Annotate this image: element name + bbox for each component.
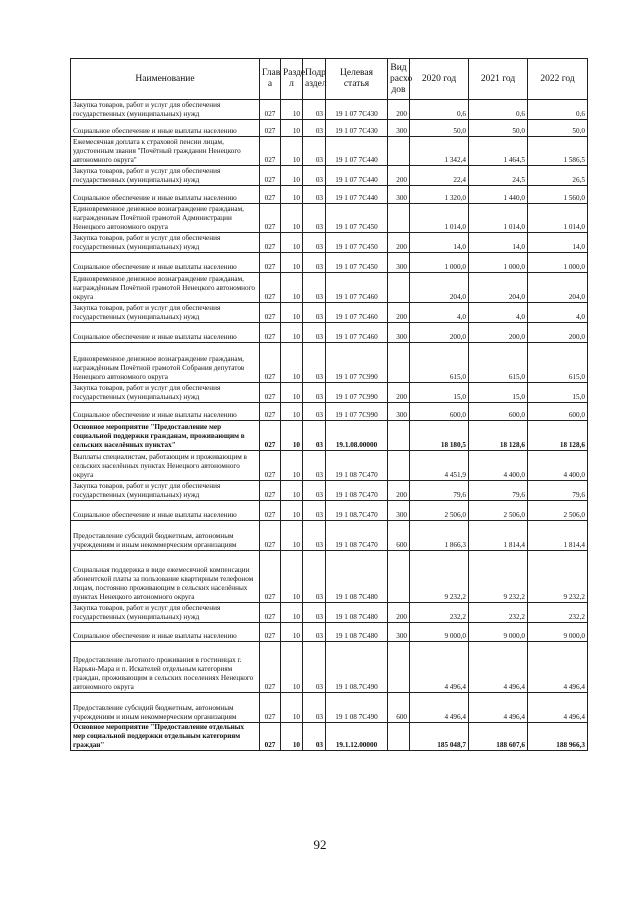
cell-razdel: 10 (281, 551, 303, 603)
cell-glava: 027 (260, 451, 281, 481)
cell-expense-type (388, 451, 410, 481)
cell-razdel: 10 (281, 137, 303, 166)
cell-expense-type: 200 (388, 303, 410, 323)
cell-expense-type: 200 (388, 383, 410, 403)
cell-name: Предоставление субсидий бюджетным, автономным учреждениям и иным некоммерческим организациям (71, 521, 260, 551)
cell-podrazdel: 03 (303, 166, 326, 186)
cell-razdel: 10 (281, 421, 303, 451)
cell-target-article: 19 1 08 7С490 (326, 693, 388, 723)
cell-2021: 600,0 (469, 403, 528, 421)
cell-expense-type (388, 273, 410, 303)
cell-glava: 027 (260, 521, 281, 551)
cell-2020: 4 496,4 (410, 642, 469, 693)
cell-podrazdel: 03 (303, 723, 326, 751)
cell-2020: 204,0 (410, 273, 469, 303)
cell-2020: 18 180,5 (410, 421, 469, 451)
cell-2022: 50,0 (528, 120, 588, 137)
table-row (71, 100, 588, 120)
cell-2021: 4 496,4 (469, 642, 528, 693)
cell-2021: 1 014,0 (469, 204, 528, 233)
cell-podrazdel: 03 (303, 273, 326, 303)
cell-expense-type: 300 (388, 120, 410, 137)
table-row (71, 273, 588, 303)
cell-glava: 027 (260, 273, 281, 303)
cell-razdel: 10 (281, 693, 303, 723)
cell-razdel: 10 (281, 481, 303, 501)
cell-razdel: 10 (281, 273, 303, 303)
cell-glava: 027 (260, 204, 281, 233)
table-row (71, 137, 588, 166)
col-header-podrazdel: Подр аздел (303, 59, 326, 100)
cell-glava: 027 (260, 603, 281, 623)
cell-2021: 79,6 (469, 481, 528, 501)
cell-expense-type: 600 (388, 521, 410, 551)
cell-expense-type: 200 (388, 603, 410, 623)
cell-name: Предоставление льготного проживания в гостиницах г. Нарьян-Мара и п. Искателей отдельным категориям граждан, проживающим в сельских поселениях Ненецкого автономного округа (71, 642, 260, 693)
cell-target-article: 19 1 08 7С470 (326, 481, 388, 501)
cell-name: Социальное обеспечение и иные выплаты населению (71, 623, 260, 642)
cell-2020: 1 000,0 (410, 253, 469, 273)
cell-2021: 1 464,5 (469, 137, 528, 166)
cell-2020: 2 506,0 (410, 501, 469, 521)
cell-glava: 027 (260, 383, 281, 403)
col-header-2022: 2022 год (528, 59, 588, 100)
cell-2020: 600,0 (410, 403, 469, 421)
cell-target-article: 19 1 08 7С470 (326, 451, 388, 481)
cell-razdel: 10 (281, 186, 303, 204)
cell-name: Ежемесячная доплата к страховой пенсии лицам, удостоенным звания "Почётный гражданин Ненецкого автономного округа" (71, 137, 260, 166)
cell-razdel: 10 (281, 603, 303, 623)
cell-razdel: 10 (281, 303, 303, 323)
cell-target-article: 19.1.08.00000 (326, 421, 388, 451)
cell-glava: 027 (260, 421, 281, 451)
col-header-expense-type: Вид расхо дов (388, 59, 410, 100)
table-row (71, 343, 588, 383)
cell-podrazdel: 03 (303, 100, 326, 120)
table-row (71, 253, 588, 273)
cell-glava: 027 (260, 303, 281, 323)
cell-2022: 79,6 (528, 481, 588, 501)
cell-glava: 027 (260, 343, 281, 383)
cell-expense-type: 200 (388, 100, 410, 120)
cell-glava: 027 (260, 501, 281, 521)
cell-target-article: 19 1 07 7С440 (326, 166, 388, 186)
table-row (71, 204, 588, 233)
cell-2020: 1 866,3 (410, 521, 469, 551)
cell-podrazdel: 03 (303, 343, 326, 383)
cell-target-article: 19 1 08 7С480 (326, 603, 388, 623)
cell-name: Предоставление субсидий бюджетным, автономным учреждениям и иным некоммерческим организациям (71, 693, 260, 723)
cell-2020: 79,6 (410, 481, 469, 501)
cell-podrazdel: 03 (303, 693, 326, 723)
cell-podrazdel: 03 (303, 521, 326, 551)
cell-2022: 26,5 (528, 166, 588, 186)
cell-target-article: 19 1 07 7С990 (326, 403, 388, 421)
cell-glava: 027 (260, 723, 281, 751)
cell-target-article: 19 1 08.7С490 (326, 642, 388, 693)
cell-2021: 204,0 (469, 273, 528, 303)
cell-expense-type: 300 (388, 501, 410, 521)
cell-name: Социальное обеспечение и иные выплаты населению (71, 253, 260, 273)
cell-target-article: 19 1 07 7С460 (326, 303, 388, 323)
cell-podrazdel: 03 (303, 383, 326, 403)
cell-glava: 027 (260, 551, 281, 603)
cell-2020: 4 496,4 (410, 693, 469, 723)
cell-name: Социальное обеспечение и иные выплаты населению (71, 403, 260, 421)
cell-glava: 027 (260, 120, 281, 137)
cell-glava: 027 (260, 166, 281, 186)
cell-name: Закупка товаров, работ и услуг для обеспечения государственных (муниципальных) нужд (71, 481, 260, 501)
cell-2022: 4 400,0 (528, 451, 588, 481)
cell-2020: 615,0 (410, 343, 469, 383)
cell-razdel: 10 (281, 323, 303, 343)
cell-podrazdel: 03 (303, 323, 326, 343)
cell-2022: 0,6 (528, 100, 588, 120)
cell-2020: 22,4 (410, 166, 469, 186)
cell-expense-type (388, 723, 410, 751)
cell-razdel: 10 (281, 501, 303, 521)
col-header-target-article: Целевая статья (326, 59, 388, 100)
cell-2021: 2 506,0 (469, 501, 528, 521)
cell-expense-type: 200 (388, 481, 410, 501)
page-number: 92 (313, 837, 327, 852)
cell-2022: 204,0 (528, 273, 588, 303)
cell-2022: 600,0 (528, 403, 588, 421)
cell-2022: 9 232,2 (528, 551, 588, 603)
cell-podrazdel: 03 (303, 642, 326, 693)
cell-razdel: 10 (281, 166, 303, 186)
cell-target-article: 19 1 07 7С460 (326, 323, 388, 343)
cell-name: Социальное обеспечение и иные выплаты населению (71, 323, 260, 343)
cell-glava: 027 (260, 323, 281, 343)
cell-podrazdel: 03 (303, 204, 326, 233)
cell-target-article: 19 1 08 7С480 (326, 623, 388, 642)
cell-name: Социальное обеспечение и иные выплаты населению (71, 501, 260, 521)
table-row (71, 551, 588, 603)
cell-2022: 200,0 (528, 323, 588, 343)
cell-razdel: 10 (281, 343, 303, 383)
table-row (71, 421, 588, 451)
cell-glava: 027 (260, 100, 281, 120)
cell-name: Основное мероприятие "Предоставление мер социальной поддержки гражданам, проживающим в сельских населённых пунктах" (71, 421, 260, 451)
cell-expense-type: 300 (388, 186, 410, 204)
table-row (71, 403, 588, 421)
cell-2021: 1 814,4 (469, 521, 528, 551)
cell-name: Единовременное денежное вознаграждение гражданам, награжденным Почётной грамотой Администрации Ненецкого автономного округа (71, 204, 260, 233)
budget-table (70, 58, 588, 751)
cell-2021: 200,0 (469, 323, 528, 343)
table-row (71, 603, 588, 623)
cell-2022: 2 506,0 (528, 501, 588, 521)
col-header-glava: Глав а (260, 59, 281, 100)
cell-name: Единовременное денежное вознаграждение гражданам, награждённым Почётной грамотой Собрания депутатов Ненецкого автономного округа (71, 343, 260, 383)
cell-name: Единовременное денежное вознаграждение гражданам, награждённым Почётной грамотой Ненецкого автономного округа (71, 273, 260, 303)
table-row (71, 693, 588, 723)
cell-2022: 4 496,4 (528, 693, 588, 723)
cell-2020: 9 000,0 (410, 623, 469, 642)
col-header-2020: 2020 год (410, 59, 469, 100)
cell-2021: 9 232,2 (469, 551, 528, 603)
cell-razdel: 10 (281, 204, 303, 233)
cell-name: Социальное обеспечение и иные выплаты населению (71, 120, 260, 137)
cell-2022: 4,0 (528, 303, 588, 323)
cell-target-article: 19 1 07 7С990 (326, 383, 388, 403)
cell-2022: 1 000,0 (528, 253, 588, 273)
cell-podrazdel: 03 (303, 481, 326, 501)
cell-name: Закупка товаров, работ и услуг для обеспечения государственных (муниципальных) нужд (71, 383, 260, 403)
cell-glava: 027 (260, 253, 281, 273)
cell-2021: 18 128,6 (469, 421, 528, 451)
cell-expense-type: 600 (388, 693, 410, 723)
cell-target-article: 19 1 08 7С480 (326, 551, 388, 603)
cell-2021: 50,0 (469, 120, 528, 137)
cell-expense-type (388, 137, 410, 166)
cell-expense-type: 300 (388, 403, 410, 421)
cell-podrazdel: 03 (303, 603, 326, 623)
cell-2020: 4 451,9 (410, 451, 469, 481)
cell-glava: 027 (260, 186, 281, 204)
cell-2020: 200,0 (410, 323, 469, 343)
cell-expense-type (388, 204, 410, 233)
cell-razdel: 10 (281, 100, 303, 120)
cell-2020: 0,6 (410, 100, 469, 120)
cell-podrazdel: 03 (303, 501, 326, 521)
cell-razdel: 10 (281, 521, 303, 551)
table-row (71, 166, 588, 186)
cell-2022: 1 586,5 (528, 137, 588, 166)
cell-podrazdel: 03 (303, 623, 326, 642)
cell-expense-type: 300 (388, 623, 410, 642)
cell-2021: 9 000,0 (469, 623, 528, 642)
table-row (71, 642, 588, 693)
cell-2022: 1 560,0 (528, 186, 588, 204)
cell-expense-type: 300 (388, 323, 410, 343)
cell-target-article: 19 1 07 7С440 (326, 186, 388, 204)
table-row (71, 451, 588, 481)
cell-razdel: 10 (281, 403, 303, 421)
table-row (71, 501, 588, 521)
cell-target-article: 19 1 07 7С460 (326, 273, 388, 303)
table-row (71, 323, 588, 343)
cell-podrazdel: 03 (303, 551, 326, 603)
cell-expense-type: 300 (388, 253, 410, 273)
cell-target-article: 19 1 07 7С450 (326, 204, 388, 233)
table-row (71, 623, 588, 642)
cell-podrazdel: 03 (303, 137, 326, 166)
cell-podrazdel: 03 (303, 233, 326, 253)
cell-name: Выплаты специалистам, работающим и проживающим в сельских населённых пунктах Ненецкого автономного округа (71, 451, 260, 481)
cell-2021: 615,0 (469, 343, 528, 383)
cell-podrazdel: 03 (303, 120, 326, 137)
cell-2020: 50,0 (410, 120, 469, 137)
cell-2022: 615,0 (528, 343, 588, 383)
cell-2020: 14,0 (410, 233, 469, 253)
table-row (71, 120, 588, 137)
cell-razdel: 10 (281, 383, 303, 403)
cell-glava: 027 (260, 623, 281, 642)
cell-2021: 4 400,0 (469, 451, 528, 481)
cell-2021: 188 607,6 (469, 723, 528, 751)
cell-name: Закупка товаров, работ и услуг для обеспечения государственных (муниципальных) нужд (71, 603, 260, 623)
cell-name: Закупка товаров, работ и услуг для обеспечения государственных (муниципальных) нужд (71, 303, 260, 323)
table-row (71, 383, 588, 403)
cell-2021: 15,0 (469, 383, 528, 403)
cell-glava: 027 (260, 642, 281, 693)
table-row (71, 233, 588, 253)
cell-glava: 027 (260, 481, 281, 501)
cell-2022: 15,0 (528, 383, 588, 403)
table-row (71, 303, 588, 323)
cell-target-article: 19 1 08.7С470 (326, 501, 388, 521)
cell-2021: 4 496,4 (469, 693, 528, 723)
table-row (71, 521, 588, 551)
cell-razdel: 10 (281, 723, 303, 751)
cell-name: Закупка товаров, работ и услуг для обеспечения государственных (муниципальных) нужд (71, 100, 260, 120)
cell-podrazdel: 03 (303, 186, 326, 204)
cell-expense-type: 200 (388, 233, 410, 253)
cell-glava: 027 (260, 403, 281, 421)
col-header-2021: 2021 год (469, 59, 528, 100)
cell-expense-type (388, 551, 410, 603)
cell-target-article: 19 1 07 7С450 (326, 233, 388, 253)
cell-target-article: 19.1.12.00000 (326, 723, 388, 751)
cell-podrazdel: 03 (303, 421, 326, 451)
col-header-name: Наименование (71, 59, 260, 100)
cell-expense-type (388, 642, 410, 693)
cell-2022: 1 014,0 (528, 204, 588, 233)
cell-razdel: 10 (281, 642, 303, 693)
table-header-row (71, 59, 588, 100)
cell-expense-type (388, 421, 410, 451)
cell-2021: 0,6 (469, 100, 528, 120)
cell-2020: 4,0 (410, 303, 469, 323)
cell-target-article: 19 1 07 7С440 (326, 137, 388, 166)
cell-razdel: 10 (281, 120, 303, 137)
cell-name: Социальная поддержка в виде ежемесячной компенсации абонентской платы за пользование квартирным телефоном лицам, постоянно проживающим в сельских населённых пунктах Ненецкого автономного округа (71, 551, 260, 603)
col-header-razdel: Разде л (281, 59, 303, 100)
cell-2021: 232,2 (469, 603, 528, 623)
cell-2020: 185 048,7 (410, 723, 469, 751)
cell-podrazdel: 03 (303, 403, 326, 421)
cell-2022: 4 496,4 (528, 642, 588, 693)
cell-2022: 14,0 (528, 233, 588, 253)
cell-2022: 232,2 (528, 603, 588, 623)
cell-2021: 14,0 (469, 233, 528, 253)
cell-target-article: 19 1 07 7С450 (326, 253, 388, 273)
cell-target-article: 19 1 07 7С990 (326, 343, 388, 383)
cell-razdel: 10 (281, 623, 303, 642)
cell-2021: 1 440,0 (469, 186, 528, 204)
cell-podrazdel: 03 (303, 253, 326, 273)
table-row (71, 186, 588, 204)
cell-target-article: 19 1 08 7С470 (326, 521, 388, 551)
cell-2020: 15,0 (410, 383, 469, 403)
cell-name: Закупка товаров, работ и услуг для обеспечения государственных (муниципальных) нужд (71, 233, 260, 253)
cell-2022: 1 814,4 (528, 521, 588, 551)
cell-2022: 18 128,6 (528, 421, 588, 451)
cell-razdel: 10 (281, 233, 303, 253)
cell-razdel: 10 (281, 253, 303, 273)
cell-2022: 188 966,3 (528, 723, 588, 751)
cell-2020: 232,2 (410, 603, 469, 623)
cell-2021: 1 000,0 (469, 253, 528, 273)
cell-name: Социальное обеспечение и иные выплаты населению (71, 186, 260, 204)
cell-2020: 1 320,0 (410, 186, 469, 204)
cell-2021: 4,0 (469, 303, 528, 323)
cell-name: Закупка товаров, работ и услуг для обеспечения государственных (муниципальных) нужд (71, 166, 260, 186)
cell-glava: 027 (260, 137, 281, 166)
cell-podrazdel: 03 (303, 303, 326, 323)
cell-2020: 9 232,2 (410, 551, 469, 603)
cell-2020: 1 014,0 (410, 204, 469, 233)
cell-target-article: 19 1 07 7С430 (326, 100, 388, 120)
cell-2022: 9 000,0 (528, 623, 588, 642)
cell-glava: 027 (260, 693, 281, 723)
cell-expense-type (388, 343, 410, 383)
cell-2021: 24,5 (469, 166, 528, 186)
table-row (71, 723, 588, 751)
cell-expense-type: 200 (388, 166, 410, 186)
cell-2020: 1 342,4 (410, 137, 469, 166)
cell-podrazdel: 03 (303, 451, 326, 481)
table-row (71, 481, 588, 501)
cell-razdel: 10 (281, 451, 303, 481)
cell-target-article: 19 1 07 7С430 (326, 120, 388, 137)
cell-name: Основное мероприятие "Предоставление отдельных мер социальной поддержки отдельным категориям граждан" (71, 723, 260, 751)
cell-glava: 027 (260, 233, 281, 253)
